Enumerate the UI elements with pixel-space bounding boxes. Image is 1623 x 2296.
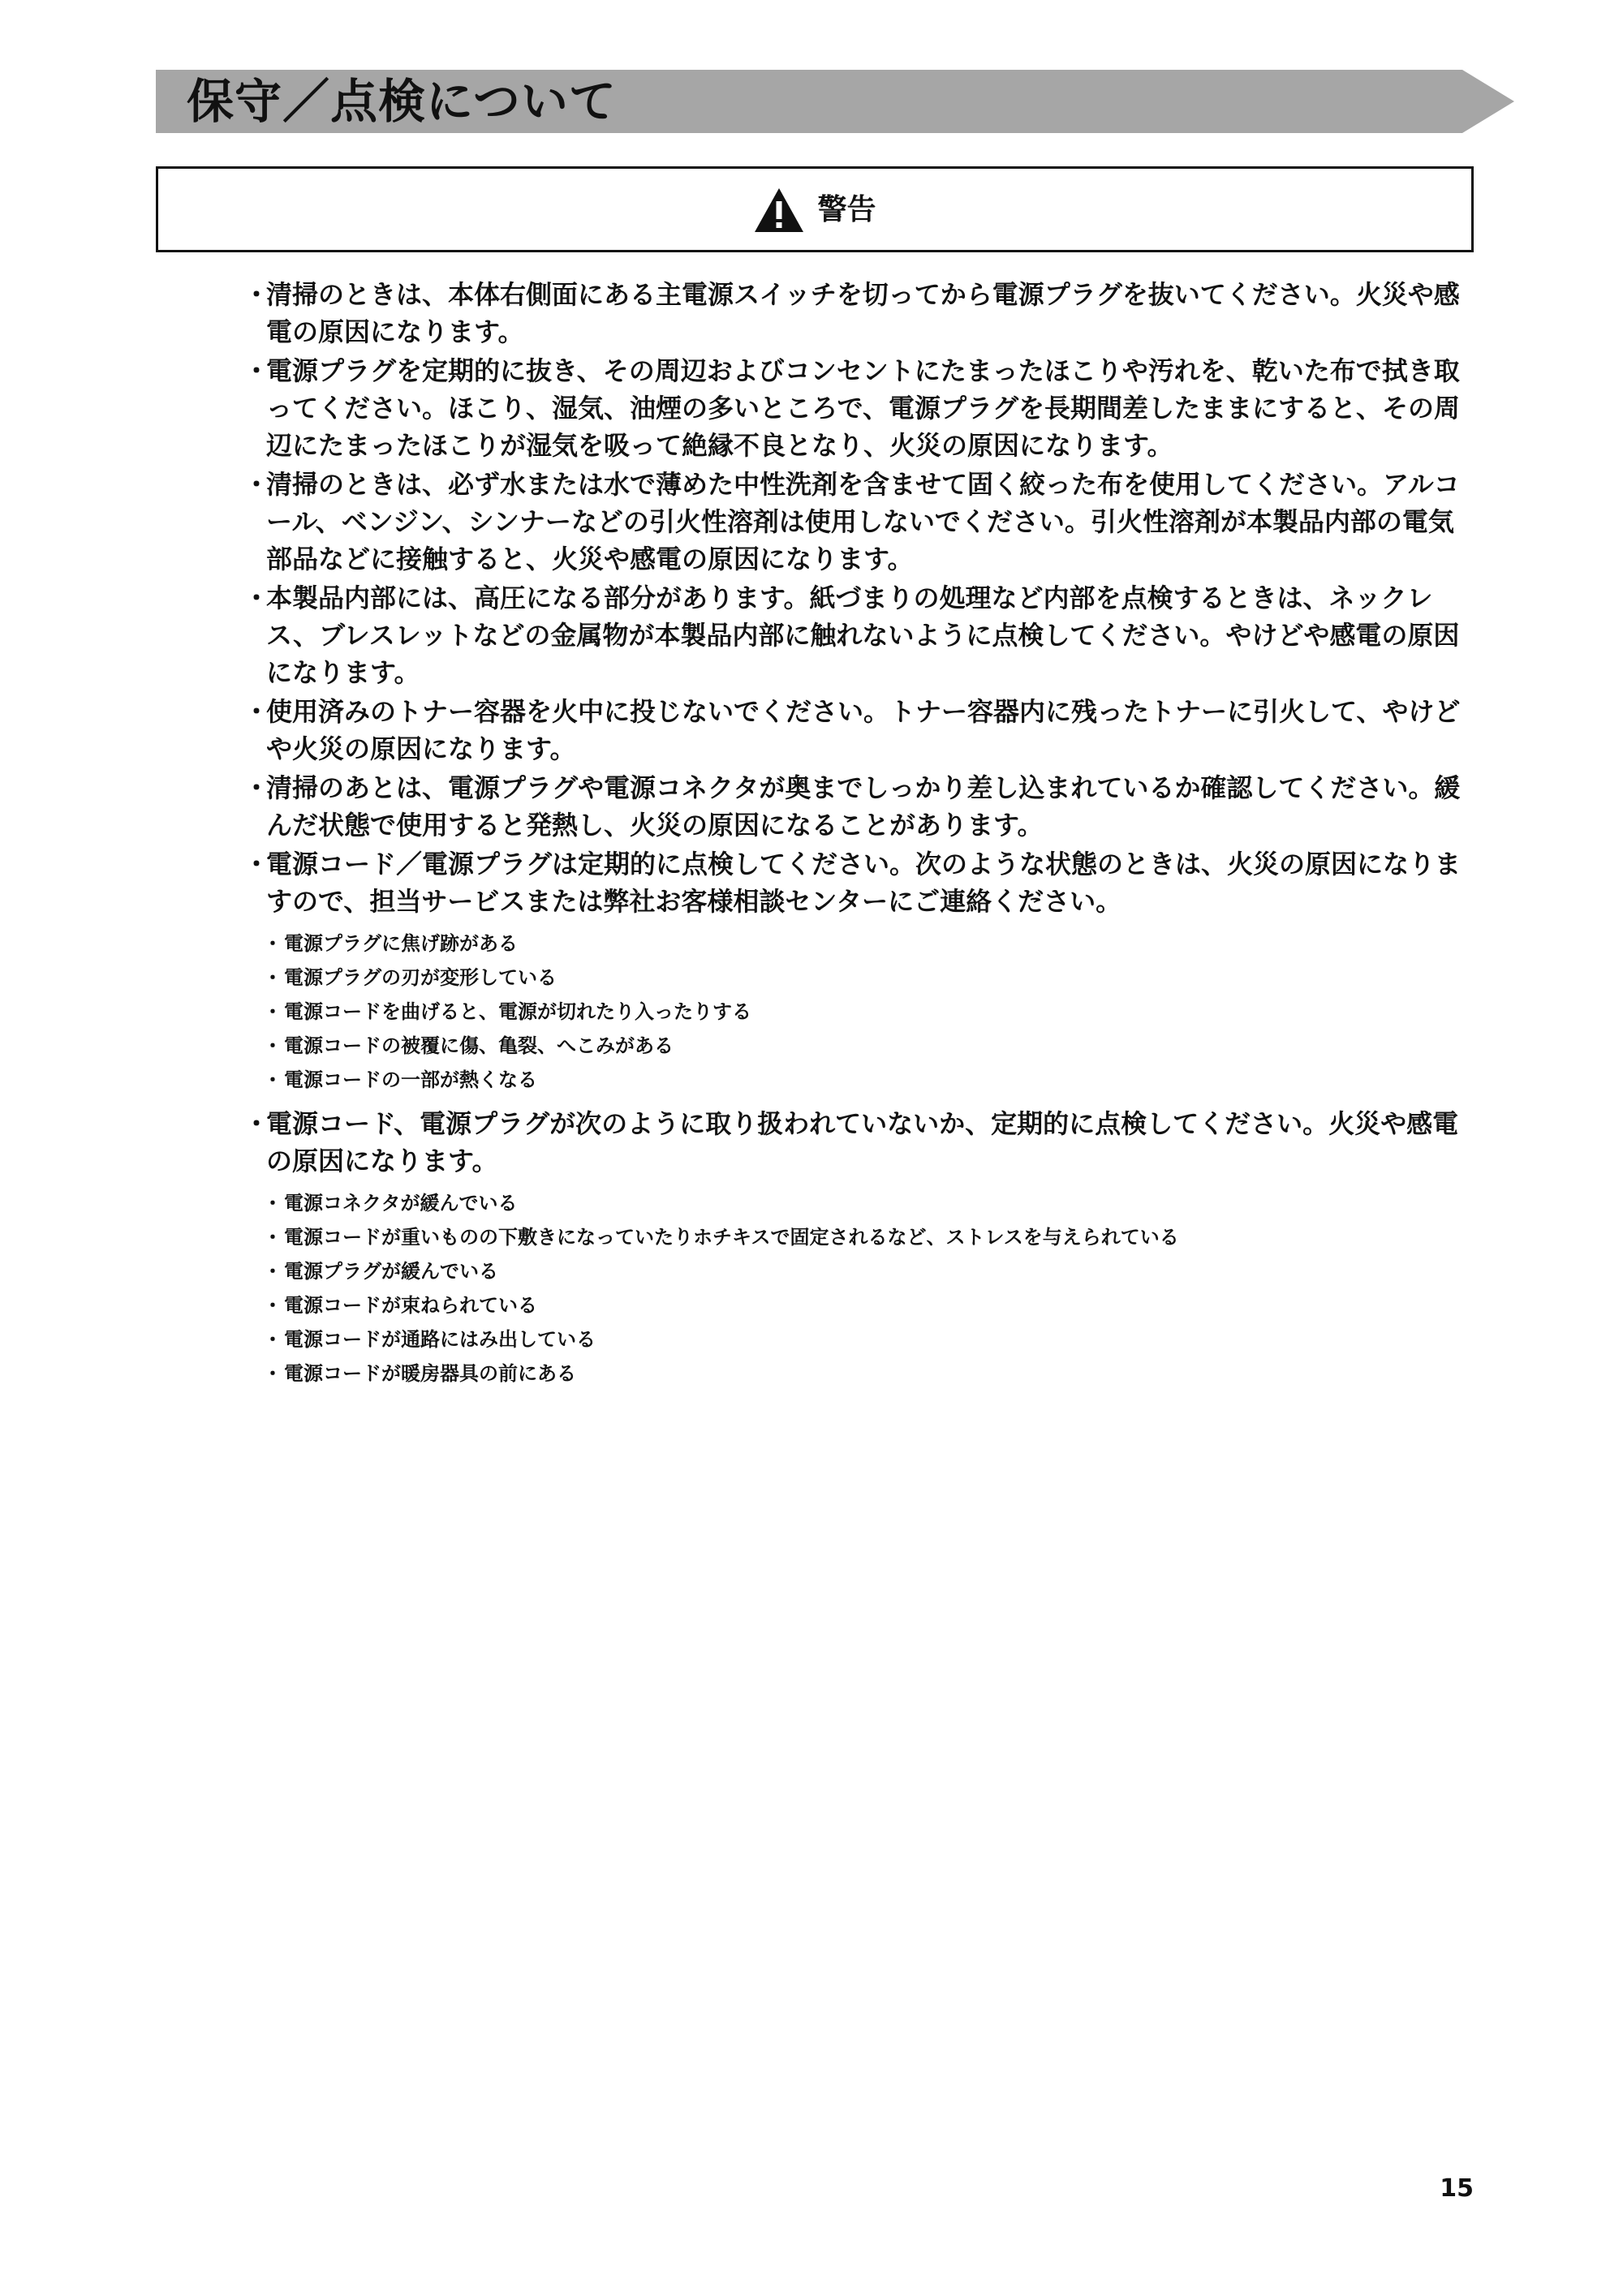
- section-title-bar: [156, 70, 1514, 133]
- warning-subitem: [263, 1254, 1461, 1288]
- warning-item-text: 清掃のときは、必ず水または水で薄めた中性洗剤を含ませて固く絞った布を使用してください。アルコール、ベンジン、シンナーなどの引火性溶剤は使用しないでください。引火性溶剤が本製品内部の電気部品などに接触すると、火災や感電の原因になります。: [266, 469, 1460, 574]
- warning-subitem-text: 電源コードの被覆に傷、亀裂、へこみがある: [284, 1034, 674, 1057]
- bullet-marker: ・: [243, 279, 270, 310]
- warning-item: [243, 1105, 1461, 1180]
- sub-bullet-marker: ・: [263, 1000, 282, 1023]
- sub-bullet-marker: ・: [263, 966, 282, 989]
- warning-subitem: [263, 995, 1461, 1029]
- warning-subitem: [263, 1186, 1461, 1220]
- warning-item: [243, 352, 1461, 464]
- warning-item-text: 電源コード／電源プラグは定期的に点検してください。次のような状態のときは、火災の原因になりますので、担当サービスまたは弊社お客様相談センターにご連絡ください。: [266, 849, 1462, 917]
- warning-subitem-text: 電源コードが通路にはみ出している: [284, 1328, 596, 1351]
- warning-subitem-text: 電源コードが束ねられている: [284, 1294, 537, 1317]
- sub-bullet-marker: ・: [263, 1034, 282, 1057]
- page-number: 15: [1440, 2174, 1474, 2203]
- warning-subitem-text: 電源コードの一部が熱くなる: [284, 1068, 537, 1091]
- warning-subitem-text: 電源プラグの刃が変形している: [284, 966, 557, 989]
- warning-subitem: [263, 1357, 1461, 1391]
- warning-item-text: 清掃のときは、本体右側面にある主電源スイッチを切ってから電源プラグを抜いてください。火災や感電の原因になります。: [266, 279, 1460, 347]
- sub-bullet-marker: ・: [263, 1068, 282, 1091]
- warning-item: [243, 579, 1461, 691]
- bullet-marker: ・: [243, 849, 270, 879]
- warning-header-box: [156, 166, 1474, 252]
- sub-bullet-marker: ・: [263, 1260, 282, 1283]
- sub-bullet-marker: ・: [263, 1362, 282, 1385]
- warning-subitem: [263, 961, 1461, 995]
- sub-bullet-marker: ・: [263, 1192, 282, 1215]
- bullet-marker: ・: [243, 583, 270, 613]
- warning-subitem-list: [263, 1186, 1461, 1391]
- warning-list: [243, 276, 1461, 1399]
- warning-subitem-text: 電源コードが暖房器具の前にある: [284, 1362, 576, 1385]
- warning-subitem-text: 電源コードを曲げると、電源が切れたり入ったりする: [284, 1000, 751, 1023]
- warning-item-text: 清掃のあとは、電源プラグや電源コネクタが奥までしっかり差し込まれているか確認してください。緩んだ状態で使用すると発熱し、火災の原因になることがあります。: [266, 772, 1461, 841]
- warning-subitem-text: 電源コネクタが緩んでいる: [284, 1192, 518, 1215]
- sub-bullet-marker: ・: [263, 932, 282, 955]
- warning-heading: [158, 187, 1471, 234]
- bullet-marker: ・: [243, 1108, 270, 1139]
- warning-subitem: [263, 1322, 1461, 1357]
- warning-subitem: [263, 1220, 1461, 1254]
- bullet-marker: ・: [243, 772, 270, 803]
- bullet-marker: ・: [243, 469, 270, 500]
- warning-triangle-icon: [753, 187, 805, 234]
- warning-item: [243, 845, 1461, 920]
- warning-subitem-text: 電源プラグに焦げ跡がある: [284, 932, 518, 955]
- warning-item: [243, 693, 1461, 767]
- warning-subitem: [263, 1063, 1461, 1097]
- warning-item-text: 電源プラグを定期的に抜き、その周辺およびコンセントにたまったほこりや汚れを、乾いた布で拭き取ってください。ほこり、湿気、油煙の多いところで、電源プラグを長期間差したままにすると、その周辺にたまったほこりが湿気を吸って絶縁不良となり、火災の原因になります。: [266, 355, 1461, 461]
- warning-label: 警告: [817, 193, 876, 226]
- bullet-marker: ・: [243, 696, 270, 727]
- sub-bullet-marker: ・: [263, 1294, 282, 1317]
- warning-subitem-list: [263, 927, 1461, 1097]
- warning-item: [243, 769, 1461, 844]
- sub-bullet-marker: ・: [263, 1226, 282, 1249]
- bullet-marker: ・: [243, 355, 270, 386]
- warning-item-text: 電源コード、電源プラグが次のように取り扱われていないか、定期的に点検してください。火災や感電の原因になります。: [266, 1108, 1459, 1176]
- warning-item: [243, 466, 1461, 578]
- page-title: 保守／点検について: [187, 74, 617, 129]
- sub-bullet-marker: ・: [263, 1328, 282, 1351]
- warning-subitem: [263, 1288, 1461, 1322]
- warning-subitem: [263, 1029, 1461, 1063]
- warning-subitem-text: 電源プラグが緩んでいる: [284, 1260, 498, 1283]
- warning-item-text: 本製品内部には、高圧になる部分があります。紙づまりの処理など内部を点検するときは、ネックレス、ブレスレットなどの金属物が本製品内部に触れないように点検してください。やけどや感電の原因になります。: [266, 583, 1460, 688]
- warning-subitem: [263, 927, 1461, 961]
- warning-subitem-text: 電源コードが重いものの下敷きになっていたりホチキスで固定されるなど、ストレスを与えられている: [284, 1226, 1179, 1249]
- warning-item-text: 使用済みのトナー容器を火中に投じないでください。トナー容器内に残ったトナーに引火して、やけどや火災の原因になります。: [266, 696, 1461, 764]
- warning-item: [243, 276, 1461, 350]
